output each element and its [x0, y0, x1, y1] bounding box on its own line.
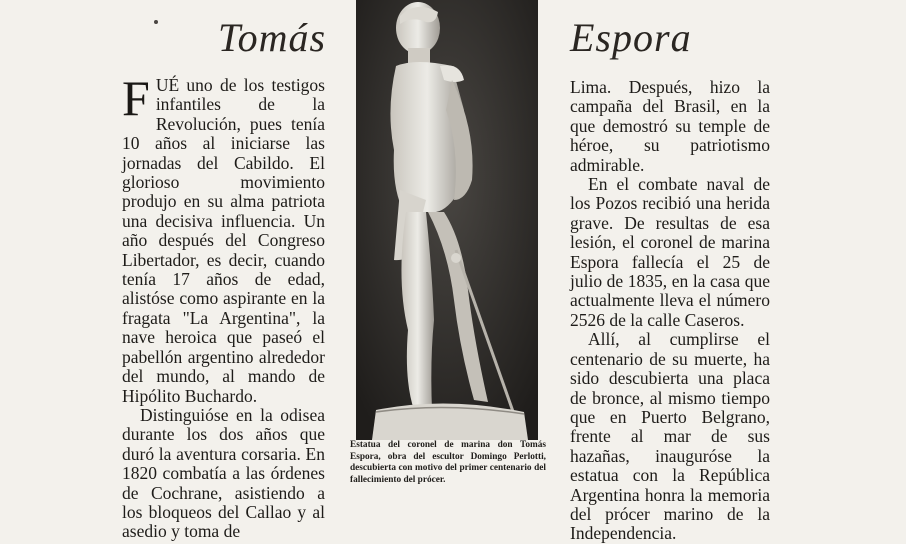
paragraph: En el combate naval de los Pozos recibió una herida grave. De resultas de esa lesión, el coronel de marina Espora fallecía el 25 de julio de 1835, en la casa que actualmente lleva el número 2526 de la calle Caseros.	[570, 174, 770, 330]
paragraph-text: UÉ uno de los testigos infantiles de la Revolución, pues tenía 10 años al iniciarse las jornadas del Cabildo. El glorioso movimiento produjo en su alma patriota una decisiva influencia. Un año después del Congreso Libertador, es decir, cuando tenía 17 años de edad, alistóse como aspirante en la fragata "La Argentina", la nave heroica que paseó el pabellón argentino alrededor del mundo, al mando de Hipólito Buchardo.	[122, 75, 325, 406]
paragraph: Lima. Después, hizo la campaña del Brasil, en la que demostró su temple de héroe, su patriotismo admirable.	[570, 77, 770, 175]
paragraph: Allí, al cumplirse el centenario de su muerte, ha sido descubierta una placa de bronce, al mismo tiempo que en Puerto Belgrano, frente al mar de sus hazañas, inauguróse la estatua con la República Argentina honra la memoria del prócer marino de la Independencia.	[570, 329, 770, 544]
title-last-name: Espora	[570, 15, 692, 60]
paragraph	[122, 70, 325, 406]
statue-photo	[356, 0, 538, 440]
article-column-right	[570, 78, 770, 544]
print-speck	[154, 20, 158, 24]
paragraph: Distinguióse en la odisea durante los dos años que duró la aventura corsaria. En 1820 combatía a las órdenes de Cochrane, asistiendo a los bloqueos del Callao y al asedio y toma de	[122, 404, 325, 542]
drop-cap: F	[122, 70, 150, 126]
title-first-name: Tomás	[218, 15, 327, 60]
statue-image	[356, 0, 538, 440]
photo-caption: Estatua del coronel de marina don Tomás Espora, obra del escultor Domingo Perlotti, descubierta con motivo del primer centenario del fallecimiento del prócer.	[350, 440, 546, 485]
article-column-left	[122, 70, 325, 542]
